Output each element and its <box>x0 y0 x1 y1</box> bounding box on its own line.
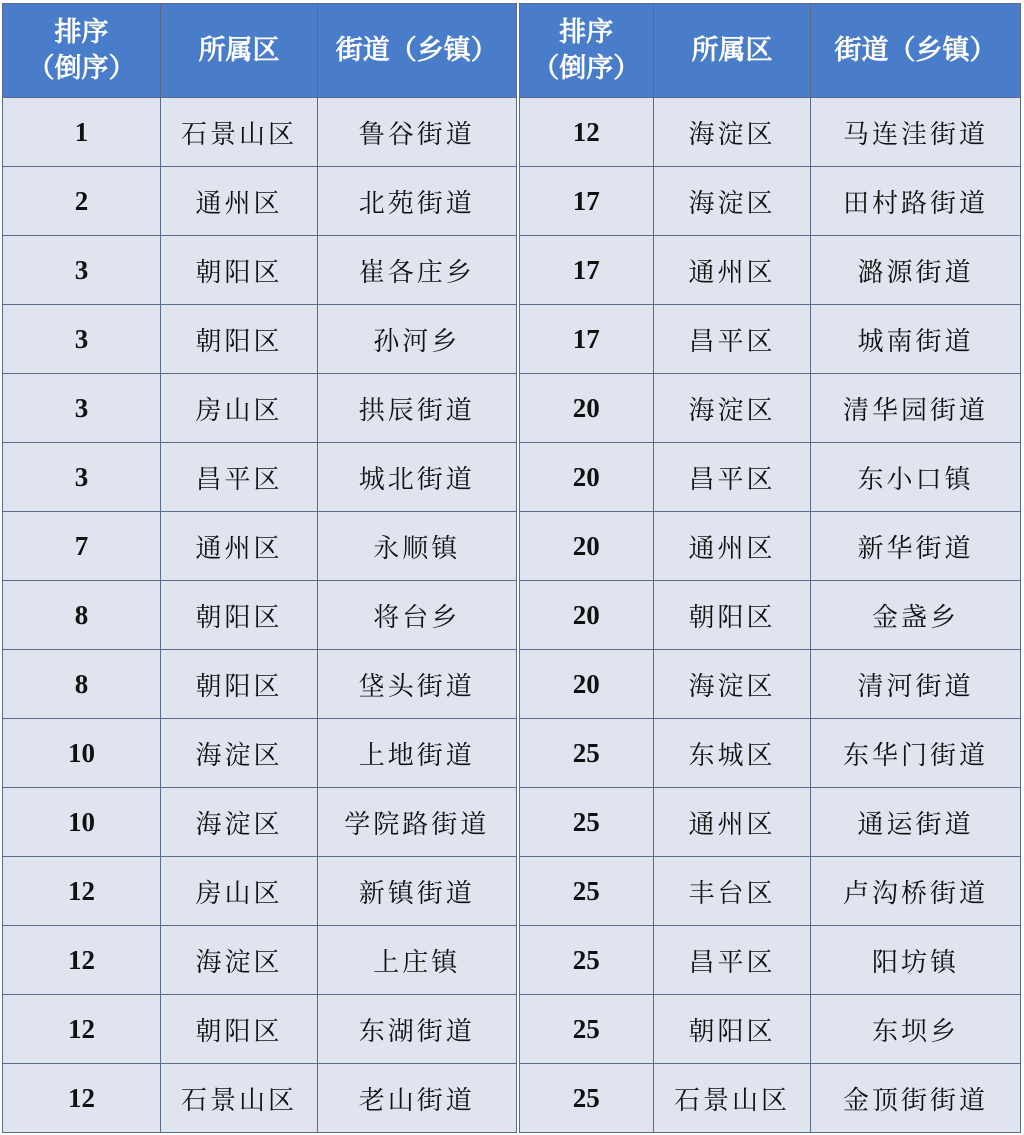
table-row <box>3 581 1021 650</box>
rank-cell: 12 <box>3 1064 161 1133</box>
street-cell: 北苑街道 <box>318 167 518 236</box>
district-cell: 海淀区 <box>654 374 811 443</box>
street-cell: 东湖街道 <box>318 995 518 1064</box>
district-cell: 东城区 <box>654 719 811 788</box>
district-cell: 海淀区 <box>654 650 811 719</box>
rank-cell: 10 <box>3 788 161 857</box>
rank-cell: 17 <box>518 236 654 305</box>
street-cell: 城南街道 <box>811 305 1021 374</box>
street-cell: 拱辰街道 <box>318 374 518 443</box>
table-row <box>3 236 1021 305</box>
rank-cell: 20 <box>518 650 654 719</box>
street-cell: 卢沟桥街道 <box>811 857 1021 926</box>
rank-cell: 17 <box>518 305 654 374</box>
district-cell: 朝阳区 <box>654 995 811 1064</box>
rank-header <box>518 4 654 98</box>
district-header: 所属区 <box>654 4 811 98</box>
district-cell: 昌平区 <box>654 305 811 374</box>
table-row <box>3 512 1021 581</box>
street-cell: 潞源街道 <box>811 236 1021 305</box>
street-cell: 上庄镇 <box>318 926 518 995</box>
street-cell: 孙河乡 <box>318 305 518 374</box>
rank-cell: 20 <box>518 581 654 650</box>
district-cell: 丰台区 <box>654 857 811 926</box>
district-cell: 海淀区 <box>161 788 318 857</box>
district-cell: 房山区 <box>161 374 318 443</box>
street-cell: 将台乡 <box>318 581 518 650</box>
rank-header <box>3 4 161 98</box>
district-cell: 房山区 <box>161 857 318 926</box>
district-cell: 朝阳区 <box>161 650 318 719</box>
table-row <box>3 167 1021 236</box>
rank-cell: 12 <box>518 98 654 167</box>
street-cell: 通运街道 <box>811 788 1021 857</box>
district-cell: 朝阳区 <box>654 581 811 650</box>
ranking-table-container <box>2 3 1021 1133</box>
street-cell: 上地街道 <box>318 719 518 788</box>
rank-cell: 3 <box>3 374 161 443</box>
district-cell: 朝阳区 <box>161 995 318 1064</box>
street-cell: 田村路街道 <box>811 167 1021 236</box>
rank-cell: 1 <box>3 98 161 167</box>
district-cell: 海淀区 <box>161 719 318 788</box>
street-header: 街道（乡镇） <box>811 4 1021 98</box>
rank-cell: 3 <box>3 305 161 374</box>
rank-cell: 25 <box>518 926 654 995</box>
rank-cell: 20 <box>518 512 654 581</box>
table-row <box>3 857 1021 926</box>
district-cell: 石景山区 <box>654 1064 811 1133</box>
table-row <box>3 98 1021 167</box>
street-cell: 东小口镇 <box>811 443 1021 512</box>
district-cell: 昌平区 <box>161 443 318 512</box>
district-cell: 朝阳区 <box>161 236 318 305</box>
header-row <box>3 4 1021 98</box>
rank-cell: 3 <box>3 443 161 512</box>
district-cell: 通州区 <box>654 788 811 857</box>
street-cell: 金盏乡 <box>811 581 1021 650</box>
rank-cell: 25 <box>518 995 654 1064</box>
table-row <box>3 995 1021 1064</box>
rank-cell: 2 <box>3 167 161 236</box>
rank-cell: 8 <box>3 650 161 719</box>
rank-cell: 8 <box>3 581 161 650</box>
rank-cell: 12 <box>3 857 161 926</box>
district-cell: 通州区 <box>161 167 318 236</box>
street-cell: 鲁谷街道 <box>318 98 518 167</box>
table-row <box>3 443 1021 512</box>
rank-cell: 25 <box>518 788 654 857</box>
rank-cell: 25 <box>518 719 654 788</box>
table-row <box>3 719 1021 788</box>
street-cell: 崔各庄乡 <box>318 236 518 305</box>
street-cell: 东华门街道 <box>811 719 1021 788</box>
street-cell: 清河街道 <box>811 650 1021 719</box>
rank-header-line2: （倒序） <box>27 52 136 84</box>
street-cell: 新华街道 <box>811 512 1021 581</box>
table-row <box>3 1064 1021 1133</box>
rank-cell: 12 <box>3 995 161 1064</box>
table-row <box>3 650 1021 719</box>
rank-cell: 12 <box>3 926 161 995</box>
table-row <box>3 926 1021 995</box>
rank-cell: 25 <box>518 857 654 926</box>
rank-header-line1: 排序 <box>559 16 614 48</box>
street-header: 街道（乡镇） <box>318 4 518 98</box>
street-cell: 老山街道 <box>318 1064 518 1133</box>
district-cell: 海淀区 <box>654 98 811 167</box>
table-row <box>3 788 1021 857</box>
street-cell: 东坝乡 <box>811 995 1021 1064</box>
rank-header-line1: 排序 <box>54 16 109 48</box>
street-cell: 学院路街道 <box>318 788 518 857</box>
district-cell: 通州区 <box>654 512 811 581</box>
street-cell: 垡头街道 <box>318 650 518 719</box>
rank-cell: 20 <box>518 443 654 512</box>
rank-cell: 25 <box>518 1064 654 1133</box>
district-header: 所属区 <box>161 4 318 98</box>
rank-cell: 7 <box>3 512 161 581</box>
rank-cell: 10 <box>3 719 161 788</box>
rank-cell: 3 <box>3 236 161 305</box>
rank-cell: 17 <box>518 167 654 236</box>
district-cell: 通州区 <box>654 236 811 305</box>
district-cell: 石景山区 <box>161 98 318 167</box>
street-cell: 清华园街道 <box>811 374 1021 443</box>
rank-cell: 20 <box>518 374 654 443</box>
district-cell: 朝阳区 <box>161 581 318 650</box>
district-cell: 海淀区 <box>161 926 318 995</box>
district-cell: 海淀区 <box>654 167 811 236</box>
street-cell: 阳坊镇 <box>811 926 1021 995</box>
district-cell: 通州区 <box>161 512 318 581</box>
table-row <box>3 305 1021 374</box>
street-cell: 金顶街街道 <box>811 1064 1021 1133</box>
street-cell: 新镇街道 <box>318 857 518 926</box>
street-cell: 城北街道 <box>318 443 518 512</box>
table-row <box>3 374 1021 443</box>
street-ranking-table <box>2 3 1021 1133</box>
district-cell: 昌平区 <box>654 443 811 512</box>
district-cell: 石景山区 <box>161 1064 318 1133</box>
district-cell: 朝阳区 <box>161 305 318 374</box>
street-cell: 永顺镇 <box>318 512 518 581</box>
rank-header-line2: （倒序） <box>532 52 641 84</box>
district-cell: 昌平区 <box>654 926 811 995</box>
street-cell: 马连洼街道 <box>811 98 1021 167</box>
